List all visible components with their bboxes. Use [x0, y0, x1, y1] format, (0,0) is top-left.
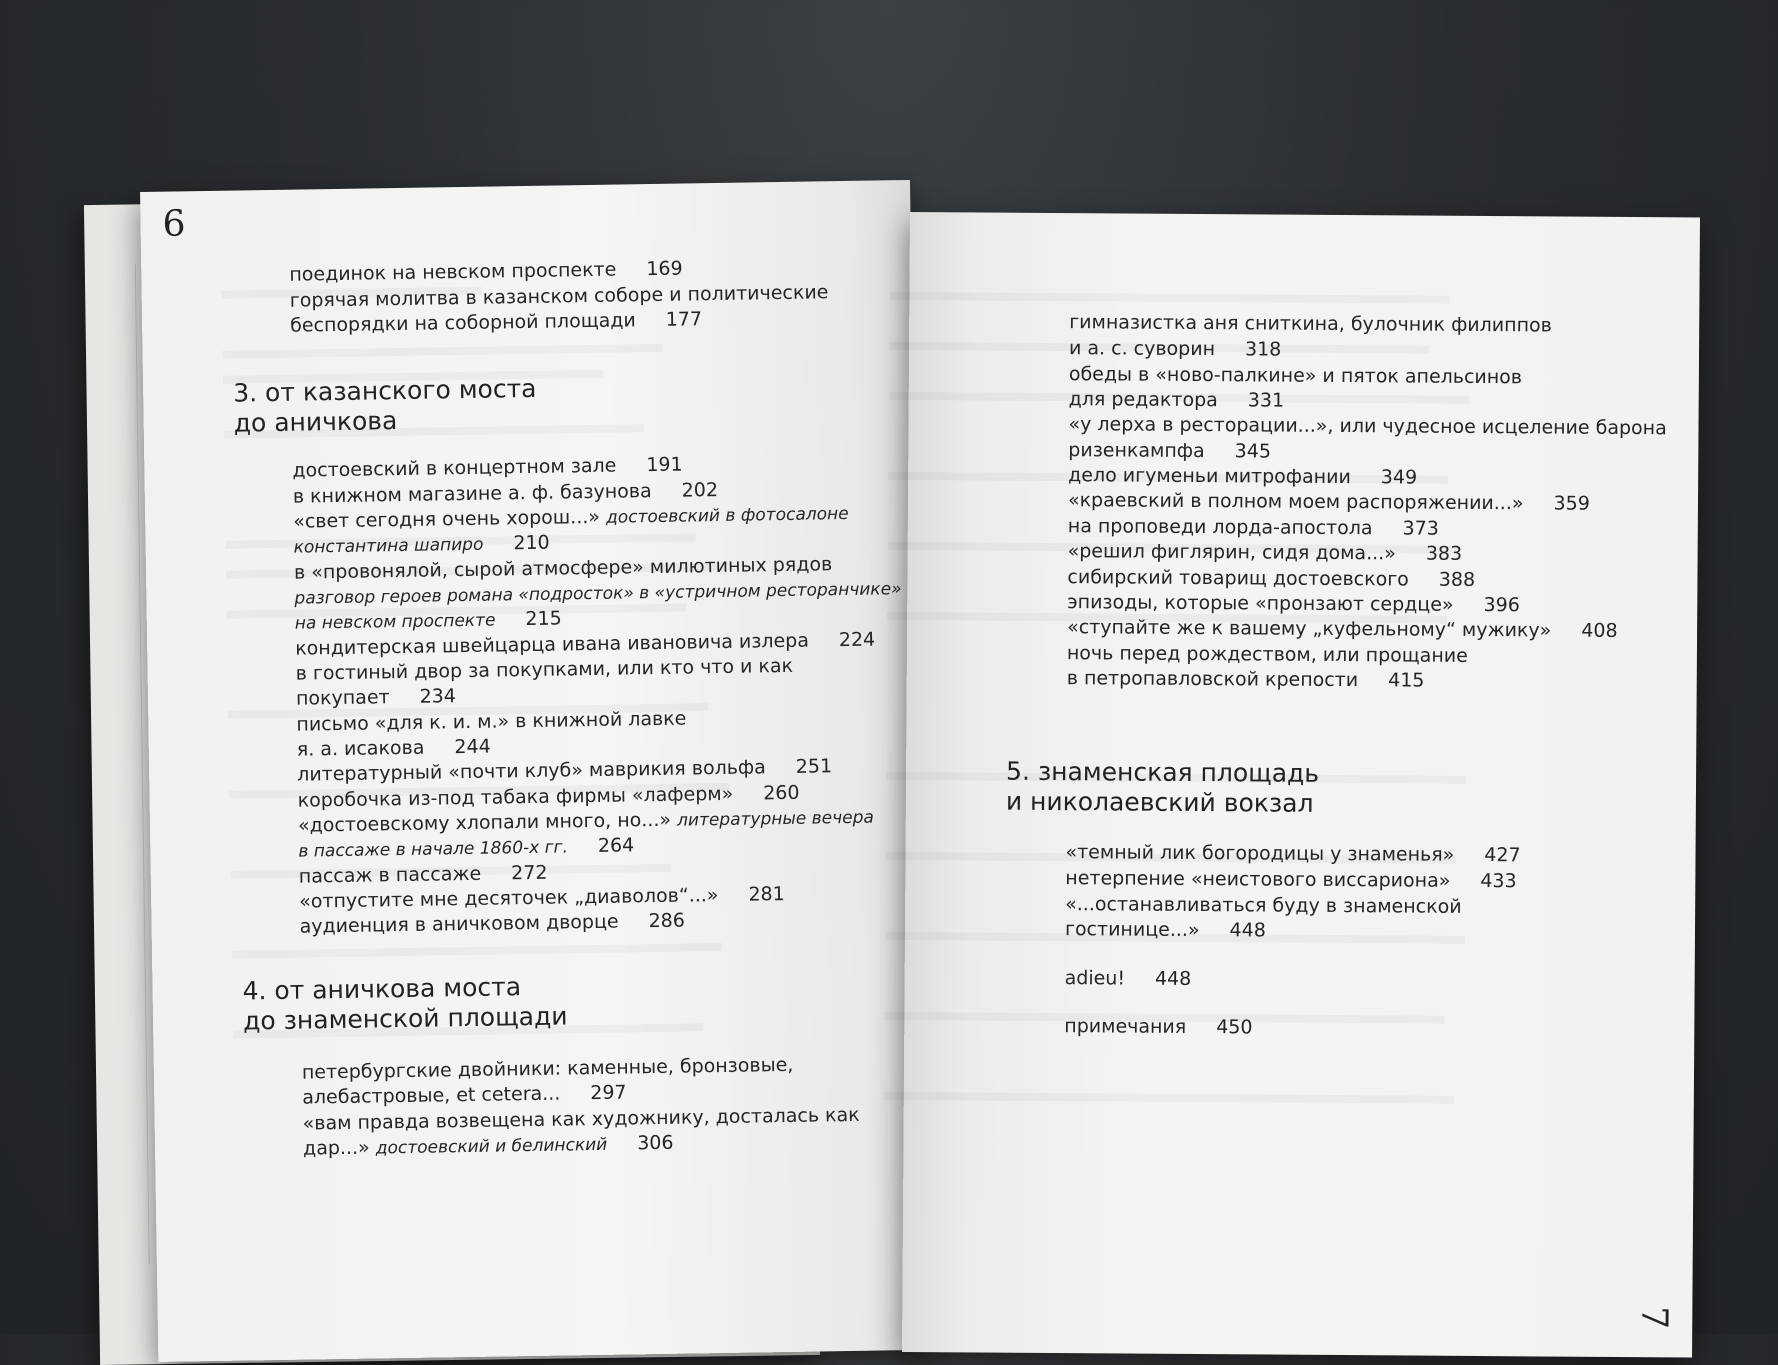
list-item: письмо «для к. и. м.» в книжной лавке: [296, 707, 687, 736]
list-item: беспорядки на соборной площади 177: [289, 308, 703, 337]
list-item: «свет сегодня очень хорош...» достоевский в фотосалоне: [293, 503, 849, 533]
list-item: в пассаже в начале 1860-х гг. 264: [298, 834, 635, 862]
chapter-heading: 4. от аничкова моста до знаменской площади: [242, 972, 568, 1036]
list-item: гимназистка аня сниткина, булочник филиппов: [1069, 311, 1552, 337]
toc-left: [140, 180, 928, 1362]
list-item: «отпустите мне десяточек „диаволов“...» 281: [299, 883, 785, 913]
list-item: коробочка из-под табака фирмы «лаферм» 260: [297, 781, 800, 812]
list-item: в петропавловской крепости 415: [1066, 667, 1425, 692]
list-item: горячая молитва в казанском соборе и политические: [289, 281, 829, 312]
list-item: сибирский товарищ достоевского 388: [1067, 566, 1476, 591]
right-page: [902, 212, 1700, 1357]
list-item: «вам правда возвещена как художнику, досталась как: [302, 1103, 860, 1135]
list-item: в «провонялой, сырой атмосфере» милютиных рядов: [293, 553, 833, 584]
list-item: ночь перед рождеством, или прощание: [1066, 642, 1468, 667]
list-item: «решил фиглярин, сидя дома...» 383: [1067, 540, 1463, 565]
list-item: дар...» достоевский и белинский 306: [302, 1131, 674, 1160]
toc-right: [902, 212, 1700, 1357]
list-item: поединок на невском проспекте 169: [289, 257, 683, 286]
list-item: пассаж в пассаже 272: [298, 861, 548, 888]
list-item: ризенкампфа 345: [1068, 439, 1272, 463]
list-item: для редактора 331: [1068, 388, 1285, 412]
list-item: adieu! 448: [1064, 967, 1192, 990]
list-item: обеды в «ново-палкине» и пяток апельсинов: [1068, 363, 1523, 389]
list-item: эпизоды, которые «пронзают сердце» 396: [1067, 591, 1520, 617]
list-item: в гостиный двор за покупками, или кто что и как: [295, 654, 794, 685]
left-page: [140, 180, 928, 1362]
list-item: «темный лик богородицы у знаменья» 427: [1065, 841, 1521, 867]
list-item: «ступайте же к вашему „куфельному“ мужику» 408: [1067, 616, 1618, 642]
list-item: литературный «почти клуб» маврикия вольфа 251: [297, 755, 833, 786]
list-item: разговор героев романа «подросток» в «устричном ресторанчике»: [294, 579, 902, 609]
list-item: «у лерха в ресторации...», или чудесное исцеление барона: [1068, 413, 1667, 440]
list-item: аудиенция в аничковом дворце 286: [299, 909, 686, 938]
list-item: «достоевскому хлопали много, но...» литературные вечера: [297, 807, 875, 837]
list-item: на проповеди лорда-апостола 373: [1067, 515, 1439, 540]
page-number-right: 7: [1633, 1306, 1675, 1330]
list-item: «...останавливаться буду в знаменской: [1065, 893, 1462, 918]
page-number-left: 6: [162, 203, 186, 245]
list-item: и а. с. суворин 318: [1068, 337, 1282, 361]
list-item: алебастровые, et cetera... 297: [302, 1081, 627, 1109]
list-item: «краевский в полном моем распоряжении...» 359: [1067, 489, 1590, 515]
list-item: петербургские двойники: каменные, бронзовые,: [301, 1053, 794, 1084]
list-item: кондитерская швейцарца ивана ивановича излера 224: [295, 628, 876, 660]
list-item: покупает 234: [295, 685, 457, 710]
list-item: нетерпение «неистового виссариона» 433: [1065, 867, 1517, 893]
list-item: дело игуменьи митрофании 349: [1068, 464, 1418, 489]
map-edge: [95, 264, 150, 1264]
list-item: гостинице...» 448: [1064, 918, 1266, 942]
chapter-heading: 5. знаменская площадь и николаевский вокзал: [1005, 756, 1320, 818]
chapter-heading: 3. от казанского моста до аничкова: [232, 373, 537, 438]
list-item: в книжном магазине а. ф. базунова 202: [292, 479, 719, 508]
list-item: константина шапиро 210: [293, 531, 550, 558]
list-item: примечания 450: [1064, 1015, 1253, 1039]
list-item: я. а. исакова 244: [296, 735, 491, 761]
list-item: достоевский в концертном зале 191: [292, 453, 683, 482]
list-item: на невском проспекте 215: [294, 607, 562, 634]
